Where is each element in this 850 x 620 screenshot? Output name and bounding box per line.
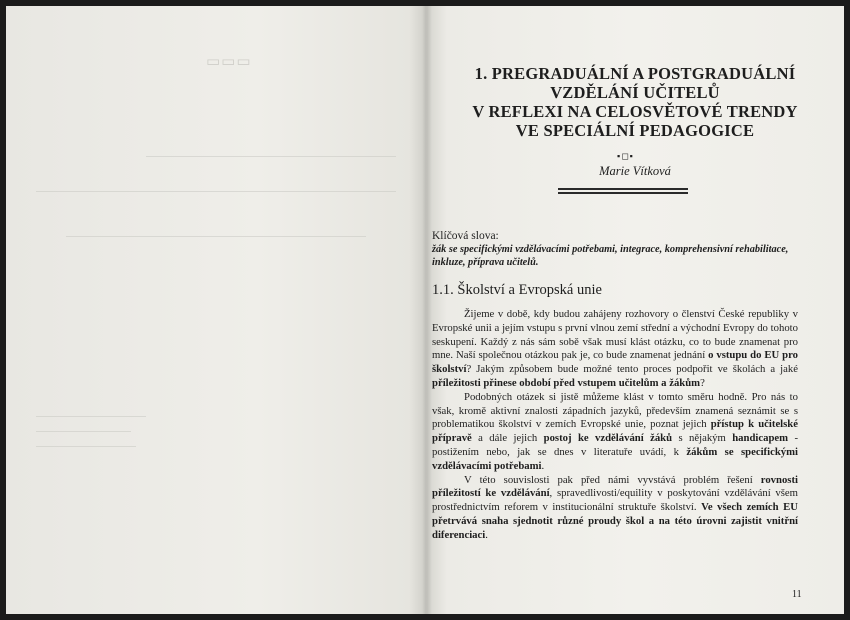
- book-spread: [6, 6, 844, 614]
- text-run: Podobných otázek si jistě můžeme klást v tomto směru hodně. Pro nás to však, kromě aktivní znalosti západních jazyků, především znamená seznámit se s problematikou školství v zemích Evropské unie, poznat jejich: [432, 390, 798, 431]
- text-run: .: [541, 459, 545, 472]
- section-heading: 1.1. Školství a Evropská unie: [432, 282, 602, 298]
- ghost-line: [36, 416, 146, 417]
- page-number: 11: [792, 589, 802, 600]
- text-run: - postižením nebo, jak se dnes v literatuře uvádí, k: [432, 432, 798, 458]
- ornament-icon: ▪◻▪: [617, 151, 634, 161]
- bold-run: Ve všech zemích EU přetrvává snaha sjednotit různé proudy škol a na této úrovni zajistit vnitřní diferenciaci: [432, 501, 798, 541]
- author-name: Marie Vítková: [599, 164, 671, 178]
- text-run: .: [485, 528, 488, 541]
- bold-run: přístup k učitelské přípravě: [432, 418, 798, 445]
- bold-run: o vstupu do EU pro školství: [432, 349, 798, 376]
- text-run: s nějakým: [672, 432, 733, 445]
- text-run: Žijeme v době, kdy budou zahájeny rozhovory o členství České republiky v Evropské unii a jejím vstupu s první vlnou zemí střední a východní Evropy do tohoto seskupení. Každý z nás sám sobě však musí klást otázku, co to bude znamenat pro mne. Naší společnou otázkou pak je, co bude znamenat jednání: [432, 308, 798, 362]
- paragraph: [432, 474, 798, 543]
- bold-run: handicapem: [732, 432, 789, 445]
- ghost-line: [66, 236, 366, 237]
- text-run: V této souvislosti pak před námi vyvstává problém řešení: [464, 473, 761, 486]
- ghost-line: [146, 156, 396, 157]
- bold-run: postoj ke vzdělávání žáků: [543, 432, 673, 445]
- divider: [558, 188, 688, 190]
- chapter-title-line: VZDĚLÁNÍ UČITELŮ: [550, 83, 720, 102]
- text-run: ? Jakým způsobem bude možné tento proces podpořit ve školách a jaké: [466, 363, 798, 376]
- body-text: [432, 308, 798, 543]
- divider: [558, 192, 688, 194]
- bold-run: příležitosti přinese období před vstupem učitelům a žákům: [432, 376, 701, 389]
- right-page: [426, 6, 844, 614]
- keywords-text: žák se specifickými vzdělávacími potřebami, integrace, komprehensivní rehabilitace, inkluze, příprava učitelů.: [432, 244, 789, 268]
- bold-run: rovnosti příležitostí ke vzdělávání: [432, 473, 798, 500]
- text-run: ?: [700, 376, 705, 389]
- ghost-text: ▭▭▭: [206, 54, 252, 70]
- text-run: a dále jejich: [471, 432, 544, 445]
- paragraph: [432, 308, 798, 391]
- chapter-title-line: 1. PREGRADUÁLNÍ A POSTGRADUÁLNÍ: [474, 64, 796, 83]
- chapter-title-line: V REFLEXI NA CELOSVĚTOVÉ TRENDY: [472, 102, 798, 121]
- text-run: , spravedlivosti/equility v poskytování vzdělávání všem prostřednictvím reforem v institucionální struktuře školství.: [432, 487, 798, 514]
- chapter-title: [426, 64, 844, 140]
- book-gutter: [422, 6, 432, 614]
- left-page-show-through: [6, 6, 426, 614]
- paragraph: [432, 391, 798, 474]
- keywords-label: Klíčová slova:: [432, 230, 499, 242]
- ghost-line: [36, 431, 131, 432]
- ghost-line: [36, 446, 136, 447]
- chapter-title-line: VE SPECIÁLNÍ PEDAGOGICE: [515, 121, 755, 140]
- bold-run: žákům se specifickými vzdělávacími potřebami: [432, 445, 798, 472]
- ghost-line: [36, 191, 396, 192]
